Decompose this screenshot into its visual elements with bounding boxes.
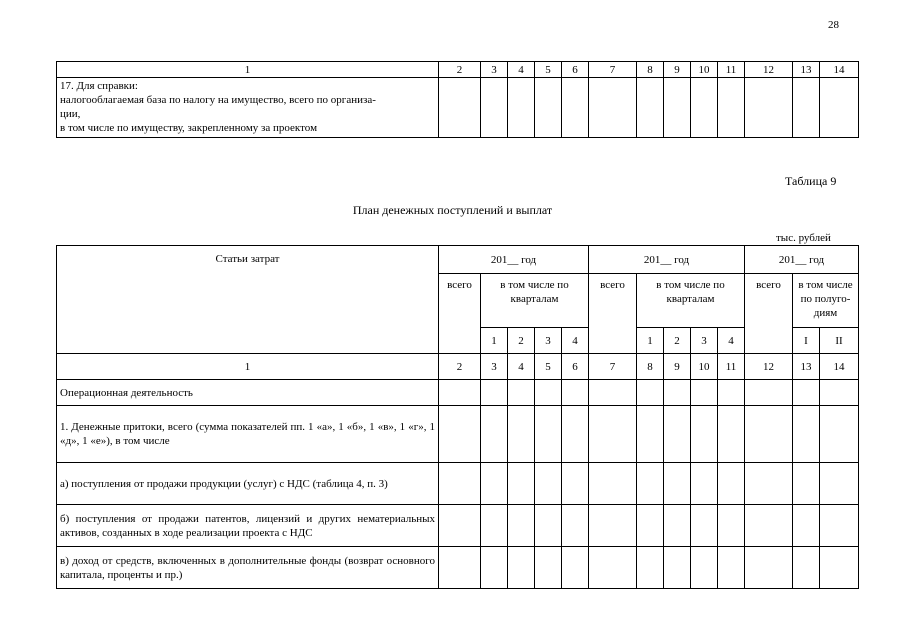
total-header: всего bbox=[745, 274, 793, 354]
empty-cell bbox=[535, 380, 562, 406]
year-header: 201__ год bbox=[439, 246, 589, 274]
quarters-header: в том числе по кварталам bbox=[481, 274, 589, 328]
quarter-number: 3 bbox=[535, 328, 562, 354]
col-number: 4 bbox=[508, 62, 535, 78]
empty-cell bbox=[793, 463, 820, 505]
col-number: 11 bbox=[718, 62, 745, 78]
empty-cell bbox=[691, 406, 718, 463]
total-header: всего bbox=[589, 274, 637, 354]
empty-cell bbox=[664, 505, 691, 547]
quarter-number: 1 bbox=[481, 328, 508, 354]
empty-cell bbox=[664, 406, 691, 463]
empty-cell bbox=[793, 505, 820, 547]
empty-cell bbox=[562, 380, 589, 406]
empty-cell bbox=[718, 463, 745, 505]
empty-cell bbox=[508, 78, 535, 138]
top-table bbox=[56, 61, 859, 138]
empty-cell bbox=[691, 380, 718, 406]
empty-cell bbox=[589, 78, 637, 138]
row-label: в) доход от средств, включенных в дополнительные фонды (возврат основного капитала, проценты и пр.) bbox=[57, 547, 439, 589]
empty-cell bbox=[481, 406, 508, 463]
row-label: б) поступления от продажи патентов, лицензий и других нематериальных активов, созданных в ходе реализации проекта с НДС bbox=[57, 505, 439, 547]
empty-cell bbox=[481, 380, 508, 406]
table-row bbox=[57, 463, 859, 505]
empty-cell bbox=[718, 78, 745, 138]
quarter-number: 2 bbox=[508, 328, 535, 354]
empty-cell bbox=[535, 505, 562, 547]
empty-cell bbox=[562, 78, 589, 138]
half-number: I bbox=[793, 328, 820, 354]
empty-cell bbox=[664, 547, 691, 589]
empty-cell bbox=[481, 78, 508, 138]
reference-line: налогооблагаемая база по налогу на имущество, всего по организа- bbox=[60, 94, 376, 106]
empty-cell bbox=[820, 78, 859, 138]
empty-cell bbox=[820, 463, 859, 505]
col-number: 9 bbox=[664, 354, 691, 380]
table-row bbox=[57, 406, 859, 463]
empty-cell bbox=[508, 505, 535, 547]
reference-line: в том числе по имуществу, закрепленному за проектом bbox=[60, 122, 318, 134]
col-number: 2 bbox=[439, 354, 481, 380]
col-number: 11 bbox=[718, 354, 745, 380]
reference-line: ции, bbox=[60, 108, 81, 120]
empty-cell bbox=[637, 406, 664, 463]
empty-cell bbox=[664, 78, 691, 138]
empty-cell bbox=[562, 463, 589, 505]
col-number: 9 bbox=[664, 62, 691, 78]
empty-cell bbox=[745, 463, 793, 505]
col-number: 1 bbox=[57, 354, 439, 380]
row-label: а) поступления от продажи продукции (услуг) с НДС (таблица 4, п. 3) bbox=[57, 463, 439, 505]
empty-cell bbox=[589, 406, 637, 463]
empty-cell bbox=[535, 463, 562, 505]
empty-cell bbox=[508, 463, 535, 505]
col-number: 6 bbox=[562, 354, 589, 380]
empty-cell bbox=[589, 463, 637, 505]
empty-cell bbox=[637, 78, 664, 138]
empty-cell bbox=[562, 547, 589, 589]
quarter-number: 4 bbox=[718, 328, 745, 354]
col-number: 7 bbox=[589, 354, 637, 380]
empty-cell bbox=[637, 505, 664, 547]
col-number: 4 bbox=[508, 354, 535, 380]
empty-cell bbox=[562, 406, 589, 463]
reference-line: 17. Для справки: bbox=[60, 80, 138, 92]
empty-cell bbox=[745, 505, 793, 547]
half-number: II bbox=[820, 328, 859, 354]
row-label: Операционная деятельность bbox=[57, 380, 439, 406]
empty-cell bbox=[439, 380, 481, 406]
empty-cell bbox=[439, 463, 481, 505]
page-number: 28 bbox=[828, 19, 839, 31]
empty-cell bbox=[718, 547, 745, 589]
halves-header: в том числе по полуго-диям bbox=[793, 274, 859, 328]
empty-cell bbox=[481, 547, 508, 589]
empty-cell bbox=[793, 406, 820, 463]
col-number: 10 bbox=[691, 62, 718, 78]
total-header: всего bbox=[439, 274, 481, 354]
col-number: 10 bbox=[691, 354, 718, 380]
empty-cell bbox=[439, 547, 481, 589]
empty-cell bbox=[562, 505, 589, 547]
empty-cell bbox=[508, 547, 535, 589]
column-numbers-row bbox=[57, 354, 859, 380]
empty-cell bbox=[481, 505, 508, 547]
reference-text bbox=[57, 78, 439, 138]
empty-cell bbox=[745, 380, 793, 406]
quarters-header: в том числе по кварталам bbox=[637, 274, 745, 328]
top-table-header-row bbox=[57, 62, 859, 78]
col-number: 12 bbox=[745, 62, 793, 78]
col-number: 13 bbox=[793, 62, 820, 78]
empty-cell bbox=[793, 547, 820, 589]
col-number: 12 bbox=[745, 354, 793, 380]
col-number: 5 bbox=[535, 354, 562, 380]
col-number: 14 bbox=[820, 354, 859, 380]
empty-cell bbox=[718, 505, 745, 547]
empty-cell bbox=[793, 380, 820, 406]
empty-cell bbox=[439, 78, 481, 138]
col-number: 14 bbox=[820, 62, 859, 78]
row-label: 1. Денежные притоки, всего (сумма показателей пп. 1 «а», 1 «б», 1 «в», 1 «г», 1 «д», 1 «е»), в том числе bbox=[57, 406, 439, 463]
empty-cell bbox=[637, 463, 664, 505]
empty-cell bbox=[820, 406, 859, 463]
reference-row bbox=[57, 78, 859, 138]
empty-cell bbox=[664, 380, 691, 406]
year-header: 201__ год bbox=[589, 246, 745, 274]
empty-cell bbox=[691, 463, 718, 505]
empty-cell bbox=[718, 380, 745, 406]
empty-cell bbox=[439, 406, 481, 463]
empty-cell bbox=[535, 547, 562, 589]
empty-cell bbox=[691, 505, 718, 547]
quarter-number: 2 bbox=[664, 328, 691, 354]
empty-cell bbox=[637, 380, 664, 406]
col-number: 1 bbox=[57, 62, 439, 78]
empty-cell bbox=[637, 547, 664, 589]
empty-cell bbox=[589, 547, 637, 589]
quarter-number: 3 bbox=[691, 328, 718, 354]
quarter-number: 1 bbox=[637, 328, 664, 354]
col-number: 5 bbox=[535, 62, 562, 78]
empty-cell bbox=[820, 380, 859, 406]
col-number: 8 bbox=[637, 354, 664, 380]
quarter-number: 4 bbox=[562, 328, 589, 354]
table-row bbox=[57, 505, 859, 547]
empty-cell bbox=[745, 547, 793, 589]
empty-cell bbox=[535, 406, 562, 463]
table-row bbox=[57, 547, 859, 589]
col-number: 3 bbox=[481, 354, 508, 380]
cash-flow-table bbox=[56, 245, 859, 589]
col-number: 13 bbox=[793, 354, 820, 380]
table-label: Таблица 9 bbox=[785, 174, 837, 188]
empty-cell bbox=[820, 547, 859, 589]
empty-cell bbox=[718, 406, 745, 463]
table-row bbox=[57, 380, 859, 406]
header-row-years bbox=[57, 246, 859, 274]
empty-cell bbox=[439, 505, 481, 547]
empty-cell bbox=[793, 78, 820, 138]
units-label: тыс. рублей bbox=[776, 232, 831, 244]
empty-cell bbox=[745, 78, 793, 138]
col-number: 3 bbox=[481, 62, 508, 78]
empty-cell bbox=[535, 78, 562, 138]
col-number: 7 bbox=[589, 62, 637, 78]
empty-cell bbox=[481, 463, 508, 505]
empty-cell bbox=[691, 78, 718, 138]
empty-cell bbox=[691, 547, 718, 589]
empty-cell bbox=[508, 380, 535, 406]
col-number: 8 bbox=[637, 62, 664, 78]
empty-cell bbox=[745, 406, 793, 463]
empty-cell bbox=[589, 380, 637, 406]
empty-cell bbox=[589, 505, 637, 547]
empty-cell bbox=[820, 505, 859, 547]
col-number: 6 bbox=[562, 62, 589, 78]
table-title: План денежных поступлений и выплат bbox=[352, 203, 553, 217]
year-header: 201__ год bbox=[745, 246, 859, 274]
empty-cell bbox=[664, 463, 691, 505]
col-number: 2 bbox=[439, 62, 481, 78]
empty-cell bbox=[508, 406, 535, 463]
articles-header: Статьи затрат bbox=[57, 246, 439, 354]
